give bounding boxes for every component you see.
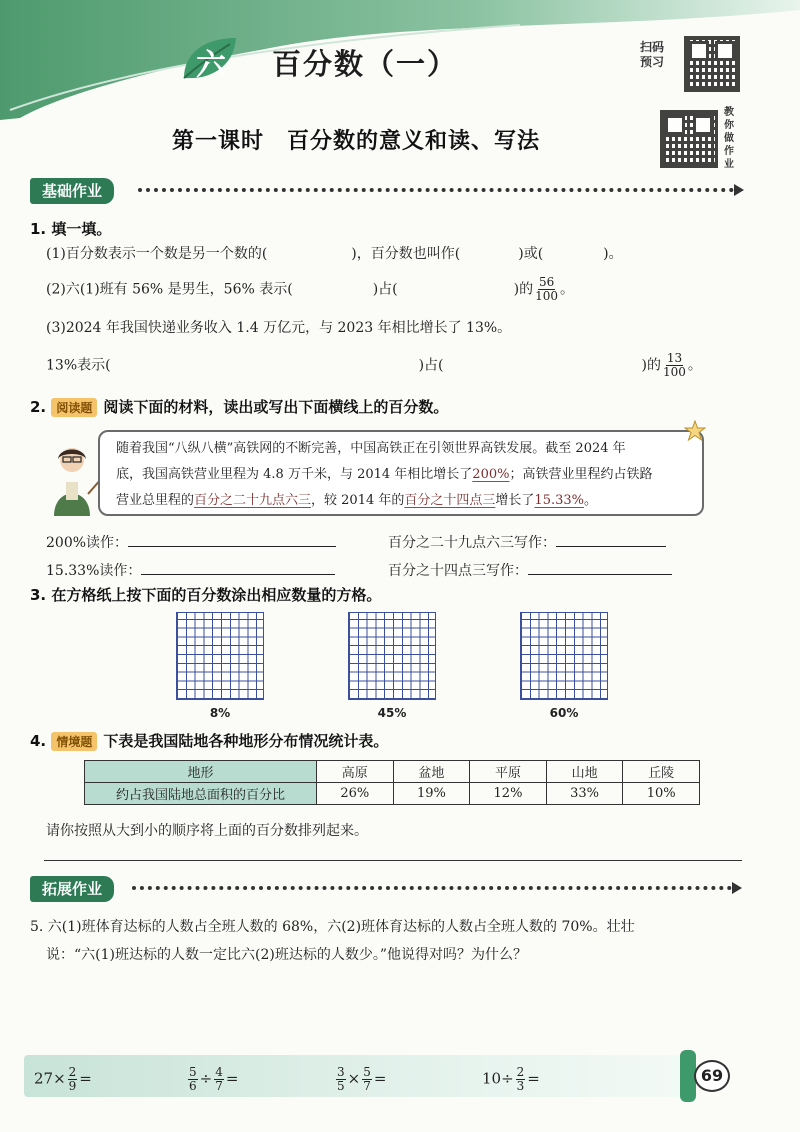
table-header-cell: 地形	[85, 761, 317, 783]
star-icon	[684, 420, 706, 442]
q2-answer2: 百分之二十九点六三写作：	[388, 532, 666, 552]
terrain-table	[84, 760, 700, 805]
grid-label: 60%	[549, 706, 579, 720]
section-extend-tag: 拓展作业	[30, 876, 114, 902]
grid-label: 8%	[209, 706, 231, 720]
q4-title: 4. 情境题 下表是我国陆地各种地形分布情况统计表。	[30, 732, 389, 750]
table-cell: 平原	[470, 761, 547, 783]
calc-3: $\frac{3}{5}$ × $\frac{5}{7}$ =	[337, 1065, 387, 1093]
q5-line2: 说：“六(1)班达标的人数一定比六(2)班达标的人数少。”他说得对吗？为什么？	[46, 947, 527, 963]
grid-8-percent[interactable]	[176, 612, 264, 700]
table-cell: 33%	[546, 783, 623, 805]
table-cell: 山地	[546, 761, 623, 783]
reading-text-line2: 底，我国高铁营业里程为 4.8 万千米，与 2014 年相比增长了200%；高铁营业里程约占铁路	[116, 467, 653, 482]
scan-preview-label: 扫码预习	[640, 40, 665, 69]
table-cell: 12%	[470, 783, 547, 805]
qr-code-preview[interactable]	[684, 36, 740, 92]
section-divider-dots	[138, 188, 734, 192]
page-number: 69	[694, 1060, 730, 1092]
fraction-13-100: $\frac{13}{100}$	[663, 351, 686, 379]
calc-1: 27× $\frac{2}{9}$ =	[34, 1065, 92, 1093]
fraction-56-100: $\frac{56}{100}$	[535, 275, 559, 303]
grid-label: 45%	[377, 706, 407, 720]
q3-title: 3. 在方格纸上按下面的百分数涂出相应数量的方格。	[30, 586, 382, 604]
table-cell: 26%	[317, 783, 394, 805]
calc-2: $\frac{5}{6}$ ÷ $\frac{4}{7}$ =	[189, 1065, 239, 1093]
unit-number: 六	[196, 48, 226, 83]
section-basic-tag: 基础作业	[30, 178, 114, 204]
q4-instruction: 请你按照从大到小的顺序将上面的百分数排列起来。	[46, 823, 368, 839]
q1-line3: (3)2024 年我国快递业务收入 1.4 万亿元，与 2023 年相比增长了 13%。	[46, 320, 512, 336]
answer-line[interactable]	[141, 561, 335, 575]
table-header-cell: 约占我国陆地总面积的百分比	[85, 783, 317, 805]
table-row	[85, 783, 700, 805]
q2-answer3: 15.33%读作：	[46, 560, 335, 580]
reading-text-line3: 营业总里程的百分之二十九点六三，较 2014 年的百分之十四点三增长了15.33%。	[116, 493, 598, 508]
q2-answer1: 200%读作：	[46, 532, 336, 552]
answer-line[interactable]	[528, 561, 672, 575]
table-cell: 高原	[317, 761, 394, 783]
qr-code-homework-help[interactable]	[660, 110, 718, 168]
calc-4: 10÷ $\frac{2}{3}$ =	[482, 1065, 540, 1093]
q1-line2: (2)六(1)班有 56% 是男生，56% 表示( )占( )的 $\frac{56}{100}$ 。	[46, 275, 575, 303]
grid-60-percent[interactable]	[520, 612, 608, 700]
q2-title: 2. 阅读题 阅读下面的材料，读出或写出下面横线上的百分数。	[30, 398, 449, 416]
section-divider-dots	[132, 886, 732, 890]
grid-45-percent[interactable]	[348, 612, 436, 700]
section-arrow-icon	[734, 184, 744, 196]
reading-tag: 阅读题	[51, 398, 97, 417]
table-cell: 丘陵	[623, 761, 700, 783]
section-arrow-icon	[732, 882, 742, 894]
homework-help-label: 教你做作业	[724, 107, 734, 170]
lesson-title: 第一课时 百分数的意义和读、写法	[172, 129, 541, 154]
q1-title: 1. 填一填。	[30, 220, 112, 238]
reading-text-line1: 随着我国“八纵八横”高铁网的不断完善，中国高铁正在引领世界高铁发展。截至 2024 年	[116, 441, 626, 456]
scenario-tag: 情境题	[51, 732, 97, 751]
teacher-illustration	[44, 442, 100, 516]
q4-answer-line[interactable]	[44, 860, 742, 861]
q2-answer4: 百分之十四点三写作：	[388, 560, 672, 580]
q1-line1: (1)百分数表示一个数是另一个数的( )，百分数也叫作( )或( )。	[46, 246, 623, 262]
unit-title: 百分数（一）	[272, 47, 459, 81]
q5-line1: 5. 六(1)班体育达标的人数占全班人数的 68%，六(2)班体育达标的人数占全班人数的 70%。壮壮	[30, 919, 635, 935]
q1-line4: 13%表示( )占( )的 $\frac{13}{100}$ 。	[46, 351, 702, 379]
table-cell: 盆地	[393, 761, 470, 783]
table-cell: 19%	[393, 783, 470, 805]
answer-line[interactable]	[556, 533, 666, 547]
answer-line[interactable]	[128, 533, 336, 547]
table-cell: 10%	[623, 783, 700, 805]
table-row	[85, 761, 700, 783]
